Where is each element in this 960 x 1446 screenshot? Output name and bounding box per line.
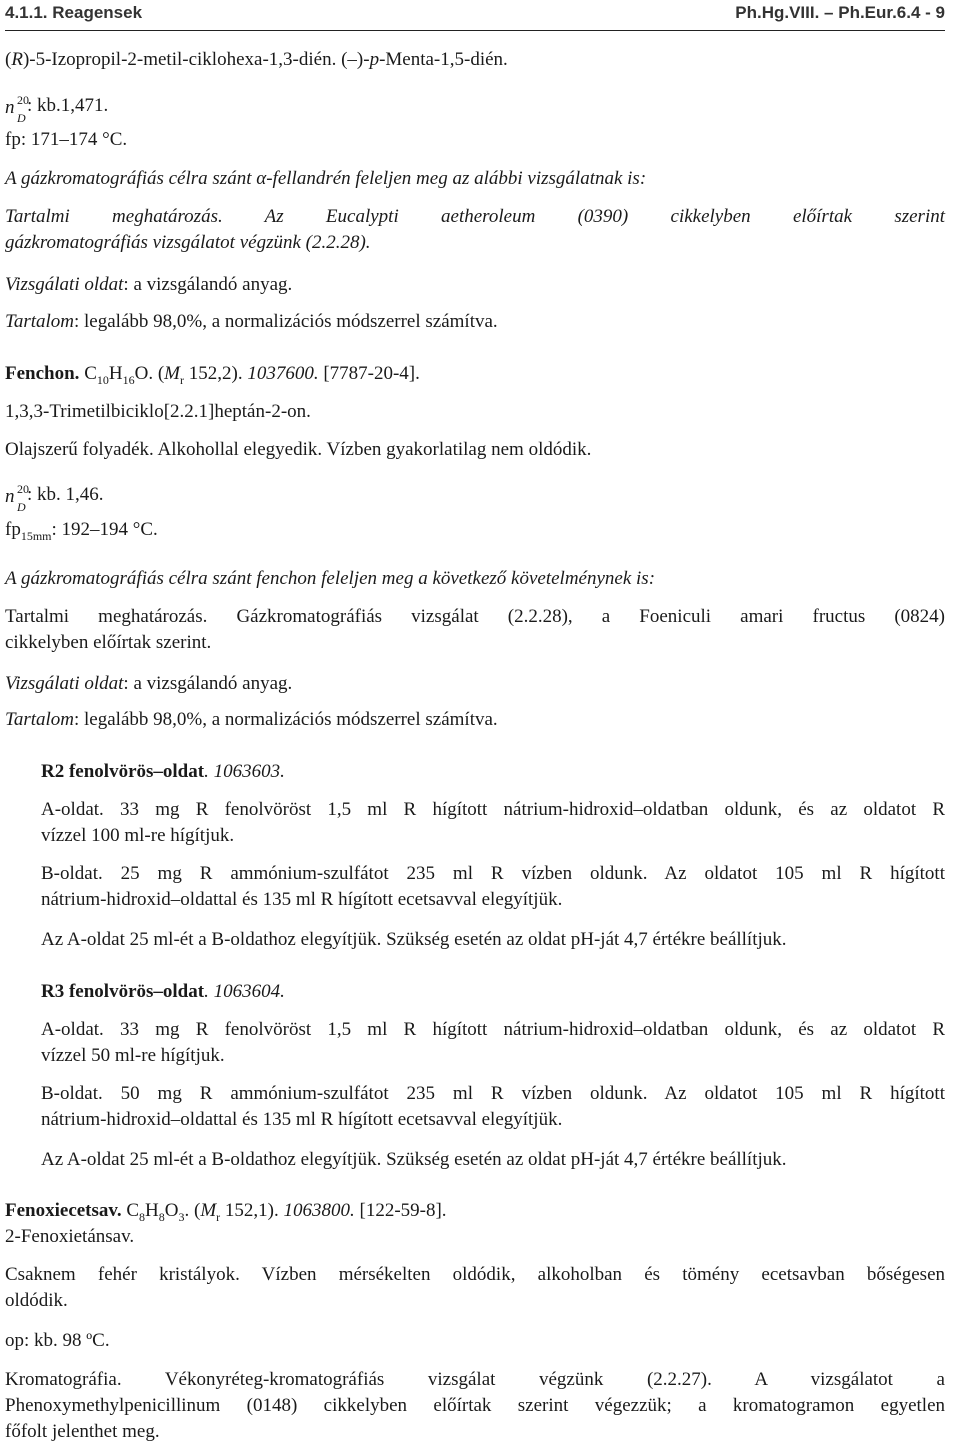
fellandren-boiling-point: fp: 171–174 °C.	[5, 129, 128, 150]
fellandren-test-solution: Vizsgálati oldat: a vizsgálandó anyag.	[5, 274, 293, 295]
fenchon-description: Olajszerű folyadék. Alkohollal elegyedik. Vízben gyakorlatilag nem oldódik.	[5, 439, 592, 460]
fenoxiecetsav-synonym: 2-Fenoxietánsav.	[5, 1226, 135, 1247]
r2-heading: R2 fenolvörös–oldat. 1063603.	[41, 761, 285, 782]
fenchon-iupac-name: 1,3,3-Trimetilbiciklo[2.2.1]heptán-2-on.	[5, 401, 311, 422]
fenoxiecetsav-tlc-line1: Kromatográfia. Vékonyréteg-kromatográfiás vizsgálat végzünk (2.2.27). A vizsgálatot a	[5, 1369, 945, 1390]
fenoxiecetsav-description-line1: Csaknem fehér kristályok. Vízben mérsékelten oldódik, alkoholban és tömény ecetsavban bőségesen	[5, 1264, 945, 1285]
r2-mixing: Az A-oldat 25 ml-ét a B-oldathoz elegyítjük. Szükség esetén az oldat pH-ját 4,7 értékre beállítjuk.	[41, 929, 787, 950]
fenchon-content: Tartalom: legalább 98,0%, a normalizációs módszerrel számítva.	[5, 709, 498, 730]
fenoxiecetsav-heading: Fenoxiecetsav. $C_8H_8O_3$. ($M_r$ 152,1). 1063800. [122-59-8].	[5, 1200, 447, 1224]
fenchon-gc-intro: A gázkromatográfiás célra szánt fenchon feleljen meg a következő követelménynek is:	[5, 568, 656, 589]
r2-solution-a-line2: vízzel 100 ml-re hígítjuk.	[41, 825, 235, 846]
fenchon-assay-line1: Tartalmi meghatározás. Gázkromatográfiás vizsgálat (2.2.28), a Foeniculi amari fructus (0824)	[5, 606, 945, 627]
fellandren-content: Tartalom: legalább 98,0%, a normalizációs módszerrel számítva.	[5, 311, 498, 332]
r2-solution-b-line2: nátrium-hidroxid–oldattal és 135 ml R hígított ecetsavval elegyítjük.	[41, 889, 563, 910]
r2-solution-a-line1: A-oldat. 33 mg R fenolvöröst 1,5 ml R hígított nátrium-hidroxid–oldatban oldunk, és az oldatot R	[41, 799, 945, 820]
r3-heading: R3 fenolvörös–oldat. 1063604.	[41, 981, 285, 1002]
section-title: 4.1.1. Reagensek	[5, 3, 143, 22]
fellandren-refractive-index: n 20 D : kb.1,471.	[5, 93, 109, 125]
fenoxiecetsav-tlc-line2: Phenoxymethylpenicillinum (0148) cikkelyben előírtak szerint végezzük; a kromatogramon egyetlen	[5, 1395, 945, 1416]
refractive-index-symbol: n 20 D	[5, 93, 29, 125]
fenchon-assay-line2: cikkelyben előírtak szerint.	[5, 632, 212, 653]
r3-solution-b-line2: nátrium-hidroxid–oldattal és 135 ml R hígított ecetsavval elegyítjük.	[41, 1109, 563, 1130]
refractive-index-symbol: n 20 D	[5, 482, 29, 514]
r2-solution-b-line1: B-oldat. 25 mg R ammónium-szulfátot 235 ml R vízben oldunk. Az oldatot 105 ml R hígított	[41, 863, 945, 884]
fenoxiecetsav-description-line2: oldódik.	[5, 1290, 68, 1311]
pharmacopoeia-reference: Ph.Hg.VIII. – Ph.Eur.6.4 - 9	[735, 3, 945, 22]
fenoxiecetsav-melting-point: op: kb. 98 ºC.	[5, 1330, 110, 1351]
r3-mixing: Az A-oldat 25 ml-ét a B-oldathoz elegyítjük. Szükség esetén az oldat pH-ját 4,7 értékre beállítjuk.	[41, 1149, 787, 1170]
fenoxiecetsav-tlc-line3: főfolt jelenthet meg.	[5, 1421, 160, 1442]
fenchon-refractive-index: n 20 D : kb. 1,46.	[5, 482, 104, 514]
fellandren-synonym: (R)-5-Izopropil-2-metil-ciklohexa-1,3-dién. (–)-p-Menta-1,5-dién.	[5, 49, 508, 70]
fenchon-test-solution: Vizsgálati oldat: a vizsgálandó anyag.	[5, 673, 293, 694]
fellandren-gc-intro: A gázkromatográfiás célra szánt α-fellandrén feleljen meg az alábbi vizsgálatnak is:	[5, 168, 647, 189]
fenchon-heading: Fenchon. $C_{10}H_{16}O$. ($M_r$ 152,2). 1037600. [7787-20-4].	[5, 363, 420, 387]
r3-solution-a-line1: A-oldat. 33 mg R fenolvöröst 1,5 ml R hígított nátrium-hidroxid–oldatban oldunk, és az oldatot R	[41, 1019, 945, 1040]
fenchon-boiling-point: $fp_{15mm}$: 192–194 °C.	[5, 519, 158, 543]
page-header	[5, 0, 945, 31]
fellandren-assay-line2: gázkromatográfiás vizsgálatot végzünk (2.2.28).	[5, 232, 371, 253]
r3-solution-a-line2: vízzel 50 ml-re hígítjuk.	[41, 1045, 225, 1066]
r3-solution-b-line1: B-oldat. 50 mg R ammónium-szulfátot 235 ml R vízben oldunk. Az oldatot 105 ml R hígított	[41, 1083, 945, 1104]
fellandren-assay-line1: Tartalmi meghatározás. Az Eucalypti aetheroleum (0390) cikkelyben előírtak szerint	[5, 206, 945, 227]
